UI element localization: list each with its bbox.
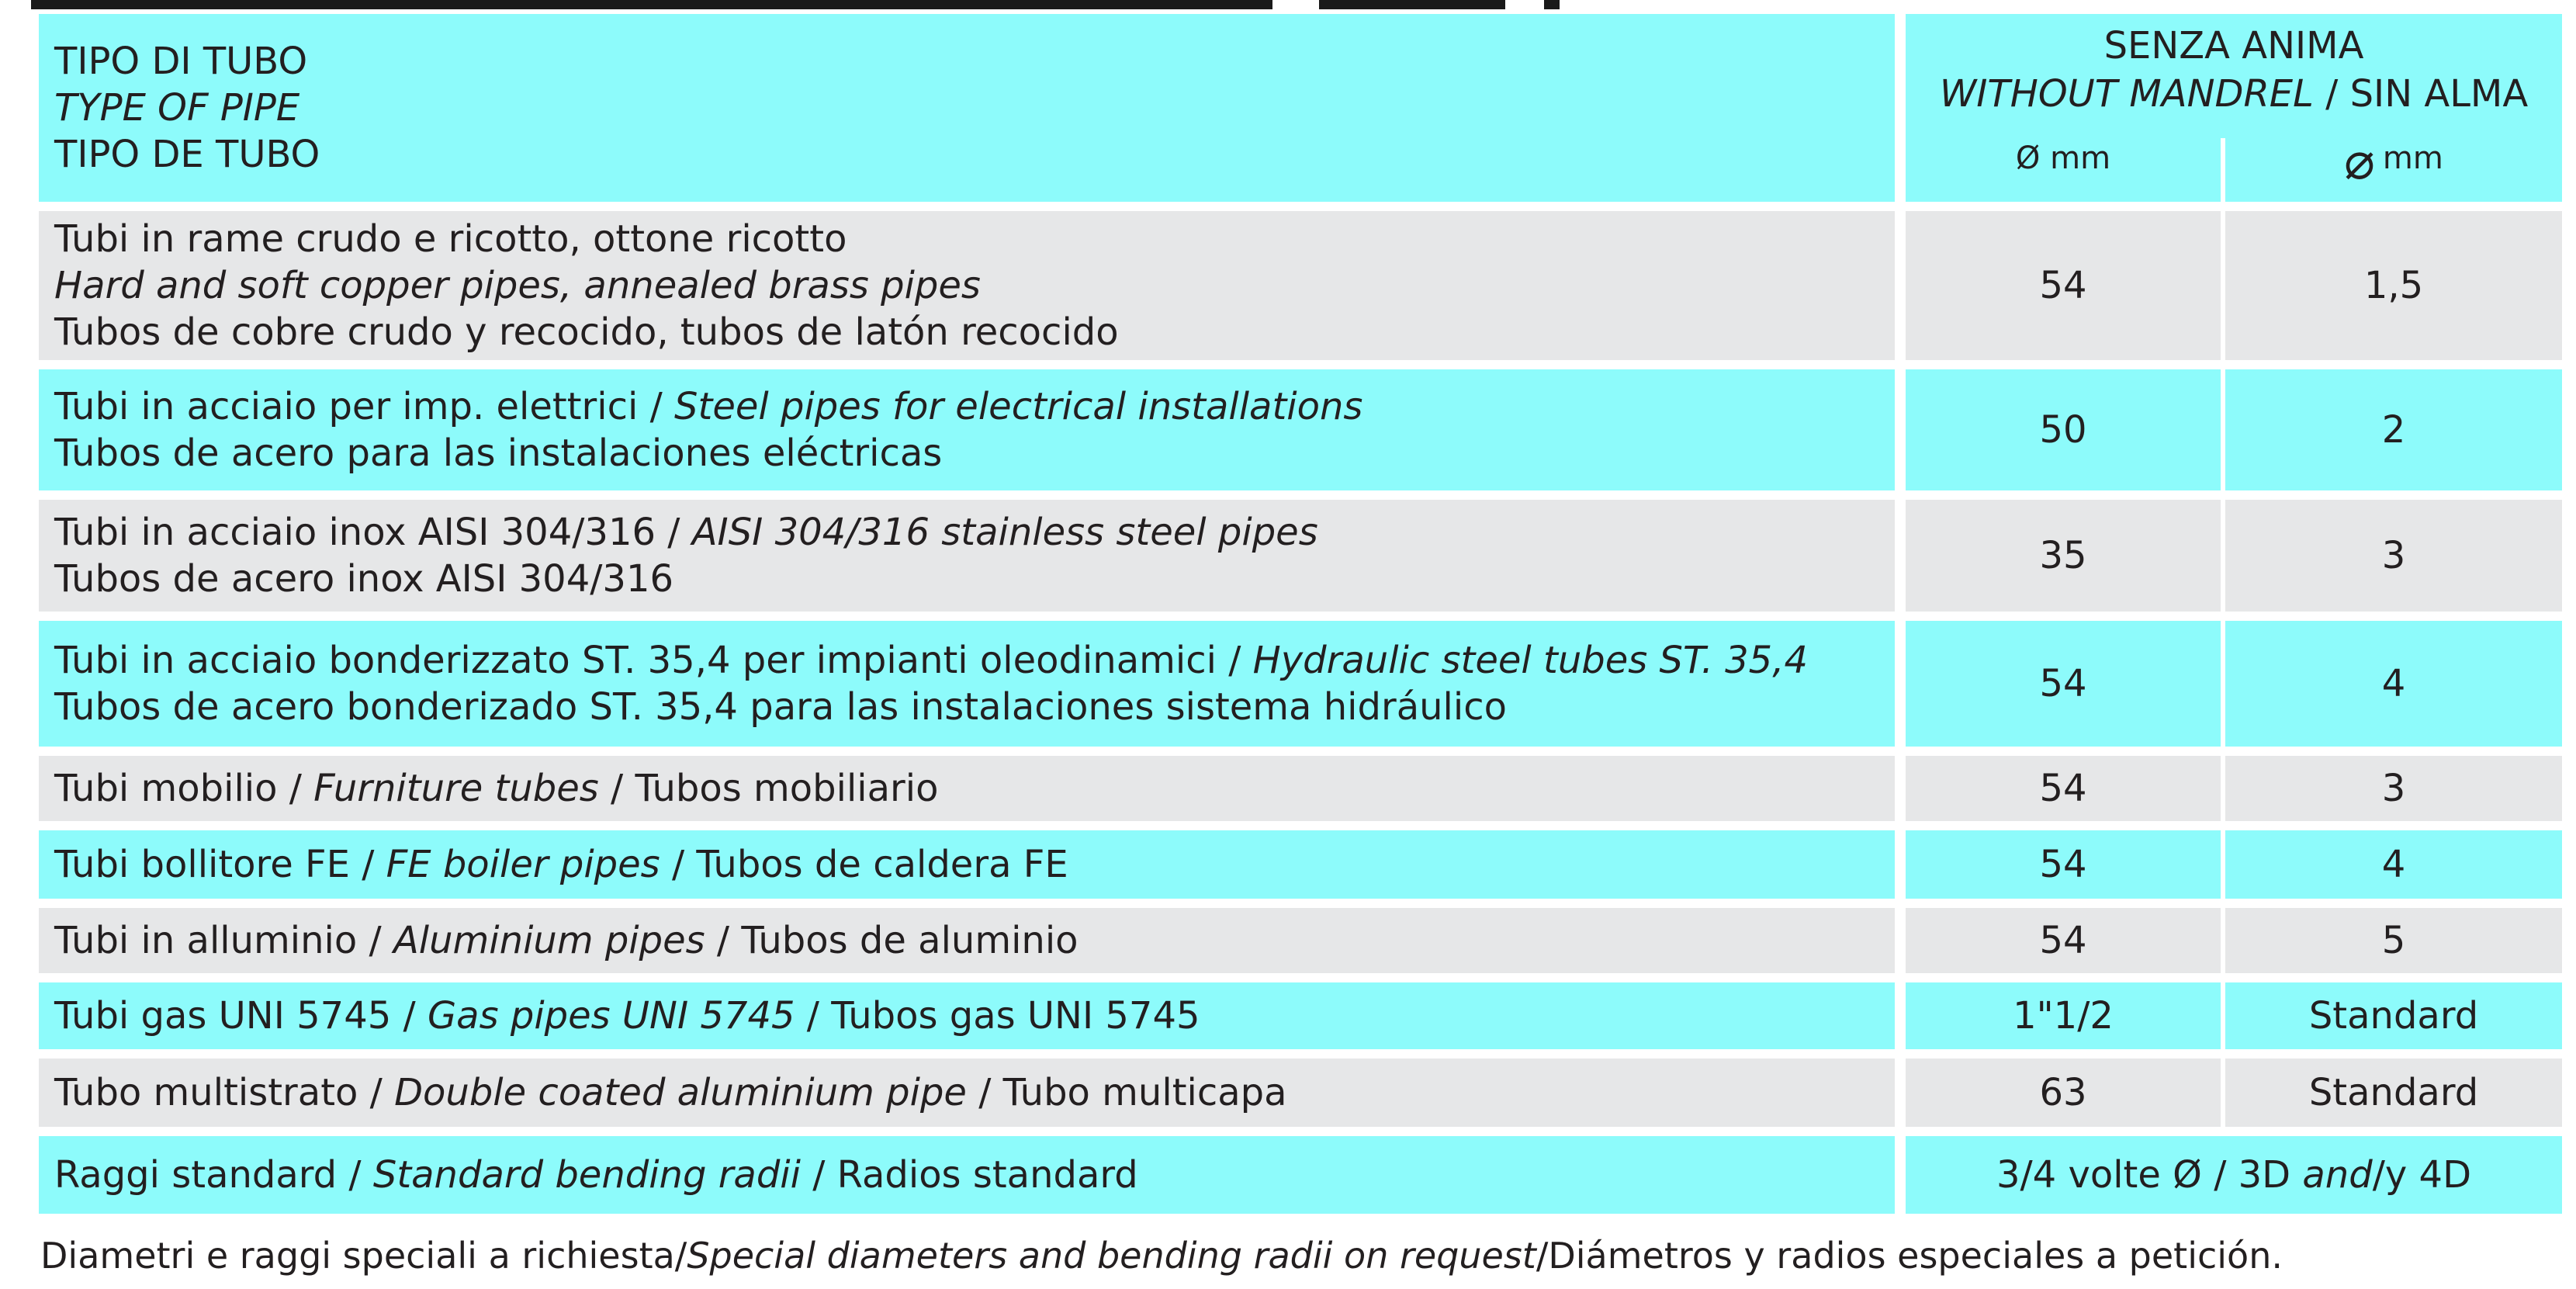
- row-text-en: Standard bending radii: [372, 1153, 801, 1197]
- row-text-it: Tubi in acciaio inox AISI 304/316 /: [54, 511, 692, 554]
- row-diameter: 35: [1895, 500, 2221, 621]
- row-thickness: 4: [2221, 621, 2562, 756]
- diameter-icon: Ø: [2015, 140, 2041, 176]
- table-row-pipe-type: [39, 830, 1895, 908]
- row-diameter: 50: [1895, 369, 2221, 500]
- row-text-en: Hydraulic steel tubes ST. 35,4: [1252, 639, 1808, 682]
- radii-value-c: /y 4D: [2372, 1153, 2472, 1197]
- header-group-sep: /: [2313, 72, 2350, 116]
- table-row-pipe-type: [39, 500, 1895, 621]
- row-text-en: Double coated aluminium pipe: [394, 1071, 967, 1114]
- row-diameter: 54: [1895, 908, 2221, 982]
- table-row-pipe-type: [39, 211, 1895, 369]
- row-diameter: 54: [1895, 211, 2221, 369]
- header-group-title: [1906, 22, 2562, 118]
- row-text-it: Tubi in acciaio per imp. elettrici /: [54, 385, 675, 428]
- footnote: [40, 1232, 2283, 1279]
- header-group-es: SIN ALMA: [2349, 72, 2529, 116]
- row-thickness: 2: [2221, 369, 2562, 500]
- row-text-en: Gas pipes UNI 5745: [427, 994, 795, 1038]
- row-text-es: / Tubos gas UNI 5745: [795, 994, 1200, 1038]
- row-text-it: Tubi gas UNI 5745 /: [54, 994, 428, 1038]
- cropped-title-strip: [1544, 0, 1560, 9]
- table-row-pipe-type: [39, 756, 1895, 830]
- row-text-en: FE boiler pipes: [386, 843, 660, 886]
- wall-thickness-icon: ⌀: [2344, 131, 2375, 191]
- header-diameter-unit: mm: [2050, 140, 2111, 176]
- row-diameter: 1"1/2: [1895, 982, 2221, 1059]
- row-text-it: Raggi standard /: [54, 1153, 373, 1197]
- row-text-it: Tubi mobilio /: [54, 767, 314, 810]
- row-thickness: Standard: [2221, 1059, 2562, 1136]
- row-thickness: 1,5: [2221, 211, 2562, 369]
- row-text-es: / Tubo multicapa: [966, 1071, 1287, 1114]
- table-row-pipe-type: [39, 982, 1895, 1059]
- row-diameter: 54: [1895, 621, 2221, 756]
- pipe-capacity-table: [39, 14, 2562, 1214]
- table-row-pipe-type: [39, 621, 1895, 756]
- footnote-en: Special diameters and bending radii on request: [687, 1235, 1536, 1277]
- radii-value-b: and: [2302, 1153, 2373, 1197]
- cropped-title-strip: [31, 0, 1272, 9]
- row-text-it: Tubi bollitore FE /: [54, 843, 386, 886]
- row-text-es: Tubos de cobre crudo y recocido, tubos de latón recocido: [54, 310, 1119, 354]
- row-diameter: 54: [1895, 830, 2221, 908]
- row-text-es: Tubos de acero bonderizado ST. 35,4 para las instalaciones sistema hidráulico: [54, 685, 1507, 729]
- header-pipe-type: [39, 14, 1895, 211]
- bending-radii-value: [1895, 1136, 2562, 1214]
- header-group-it: SENZA ANIMA: [2103, 24, 2364, 68]
- table-row-pipe-type: [39, 369, 1895, 500]
- row-text-it: Tubo multistrato /: [54, 1071, 395, 1114]
- table-row-pipe-type: [39, 908, 1895, 982]
- row-text-es: Tubos de acero para las instalaciones eléctricas: [54, 431, 943, 475]
- row-text-es: Tubos de acero inox AISI 304/316: [54, 557, 674, 601]
- row-text-it: Tubi in acciaio bonderizzato ST. 35,4 per impianti oleodinamici /: [54, 639, 1253, 682]
- header-diameter: [1906, 140, 2221, 177]
- row-text-en: AISI 304/316 stainless steel pipes: [691, 511, 1318, 554]
- row-text-es: / Tubos de caldera FE: [660, 843, 1068, 886]
- row-diameter: 54: [1895, 756, 2221, 830]
- row-thickness: 3: [2221, 756, 2562, 830]
- row-text-it: Tubi in rame crudo e ricotto, ottone ricotto: [54, 217, 847, 261]
- table-row-pipe-type: [39, 1059, 1895, 1136]
- row-thickness: 4: [2221, 830, 2562, 908]
- header-type-en: TYPE OF PIPE: [54, 86, 300, 130]
- radii-value-a: 3/4 volte Ø / 3D: [1996, 1153, 2303, 1197]
- row-text-es: / Radios standard: [800, 1153, 1138, 1197]
- row-text-en: Hard and soft copper pipes, annealed brass pipes: [54, 264, 981, 307]
- table-row-bending-radii: [39, 1136, 1895, 1214]
- footnote-it: Diametri e raggi speciali a richiesta/: [40, 1235, 687, 1277]
- row-text-it: Tubi in alluminio /: [54, 919, 393, 962]
- row-thickness: Standard: [2221, 982, 2562, 1059]
- row-text-en: Furniture tubes: [313, 767, 599, 810]
- row-thickness: 5: [2221, 908, 2562, 982]
- row-thickness: 3: [2221, 500, 2562, 621]
- row-text-es: / Tubos mobiliario: [598, 767, 939, 810]
- header-group-en: WITHOUT MANDREL: [1939, 72, 2314, 116]
- row-text-en: Steel pipes for electrical installations: [674, 385, 1363, 428]
- header-type-es: TIPO DE TUBO: [54, 133, 320, 176]
- header-without-mandrel: [1895, 14, 2562, 211]
- footnote-es: /Diámetros y radios especiales a petición.: [1536, 1235, 2283, 1277]
- row-text-es: / Tubos de aluminio: [705, 919, 1079, 962]
- header-type-it: TIPO DI TUBO: [54, 40, 308, 83]
- header-thickness: [2225, 131, 2562, 191]
- row-diameter: 63: [1895, 1059, 2221, 1136]
- row-text-en: Aluminium pipes: [393, 919, 705, 962]
- header-thickness-unit: mm: [2382, 140, 2443, 176]
- cropped-title-strip: [1319, 0, 1505, 9]
